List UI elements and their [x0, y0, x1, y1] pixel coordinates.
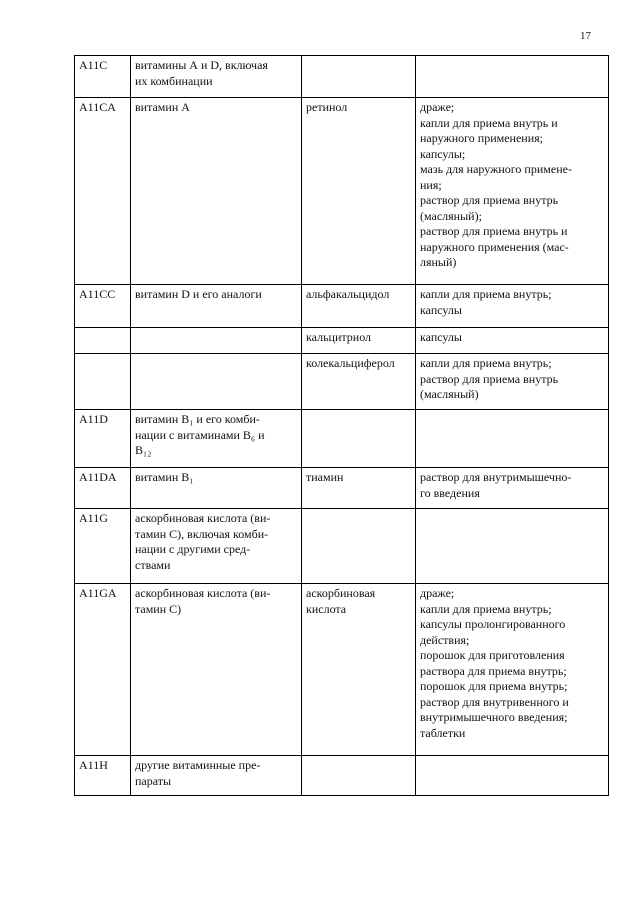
- dosage-forms-cell: раствор для внутримышечно- го введения: [416, 468, 609, 509]
- dosage-forms-cell: капли для приема внутрь; капсулы: [416, 285, 609, 328]
- table-row: [75, 285, 609, 328]
- substance-cell: кальцитриол: [302, 328, 416, 354]
- dosage-forms-cell: капли для приема внутрь; раствор для приема внутрь (масляный): [416, 354, 609, 410]
- table-row: [75, 468, 609, 509]
- substance-cell: тиамин: [302, 468, 416, 509]
- dosage-forms-cell: [416, 756, 609, 796]
- group-name-cell: витамин B₁ и его комби- нации с витаминами B₆ и B₁₂: [131, 410, 302, 468]
- group-name-cell: витамин А: [131, 98, 302, 285]
- substance-cell: [302, 756, 416, 796]
- table-row: [75, 410, 609, 468]
- atc-code-cell: A11DA: [75, 468, 131, 509]
- dosage-forms-cell: [416, 410, 609, 468]
- group-name-cell: [131, 328, 302, 354]
- table-row: [75, 328, 609, 354]
- atc-code-cell: A11CA: [75, 98, 131, 285]
- substance-cell: альфакальцидол: [302, 285, 416, 328]
- group-name-cell: аскорбиновая кислота (ви- тамин С), включая комби- нации с другими сред- ствами: [131, 509, 302, 584]
- table-row: [75, 56, 609, 98]
- atc-code-cell: A11D: [75, 410, 131, 468]
- atc-code-cell: [75, 354, 131, 410]
- atc-code-cell: A11G: [75, 509, 131, 584]
- substance-cell: [302, 410, 416, 468]
- group-name-cell: витамин D и его аналоги: [131, 285, 302, 328]
- substance-cell: колекальциферол: [302, 354, 416, 410]
- substance-cell: ретинол: [302, 98, 416, 285]
- dosage-forms-cell: драже; капли для приема внутрь и наружного применения; капсулы; мазь для наружного примене- ния; раствор для приема внутрь (масляный); раствор для приема внутрь и наружного применения (мас- ляный): [416, 98, 609, 285]
- table-row: [75, 509, 609, 584]
- group-name-cell: [131, 354, 302, 410]
- group-name-cell: витамины А и D, включая их комбинации: [131, 56, 302, 98]
- atc-code-cell: A11C: [75, 56, 131, 98]
- group-name-cell: витамин B₁: [131, 468, 302, 509]
- page-number: 17: [580, 30, 591, 42]
- substance-cell: аскорбиновая кислота: [302, 584, 416, 756]
- table-row: [75, 756, 609, 796]
- dosage-forms-cell: [416, 509, 609, 584]
- atc-classification-table: [74, 55, 609, 796]
- dosage-forms-cell: драже; капли для приема внутрь; капсулы пролонгированного действия; порошок для приготовления раствора для приема внутрь; порошок для приема внутрь; раствор для внутривенного и внутримышечного введения; таблетки: [416, 584, 609, 756]
- atc-code-cell: A11GA: [75, 584, 131, 756]
- atc-code-cell: A11H: [75, 756, 131, 796]
- substance-cell: [302, 56, 416, 98]
- group-name-cell: аскорбиновая кислота (ви- тамин С): [131, 584, 302, 756]
- substance-cell: [302, 509, 416, 584]
- table-row: [75, 354, 609, 410]
- table-row: [75, 98, 609, 285]
- atc-code-cell: [75, 328, 131, 354]
- group-name-cell: другие витаминные пре- параты: [131, 756, 302, 796]
- dosage-forms-cell: [416, 56, 609, 98]
- table-row: [75, 584, 609, 756]
- dosage-forms-cell: капсулы: [416, 328, 609, 354]
- atc-code-cell: A11CC: [75, 285, 131, 328]
